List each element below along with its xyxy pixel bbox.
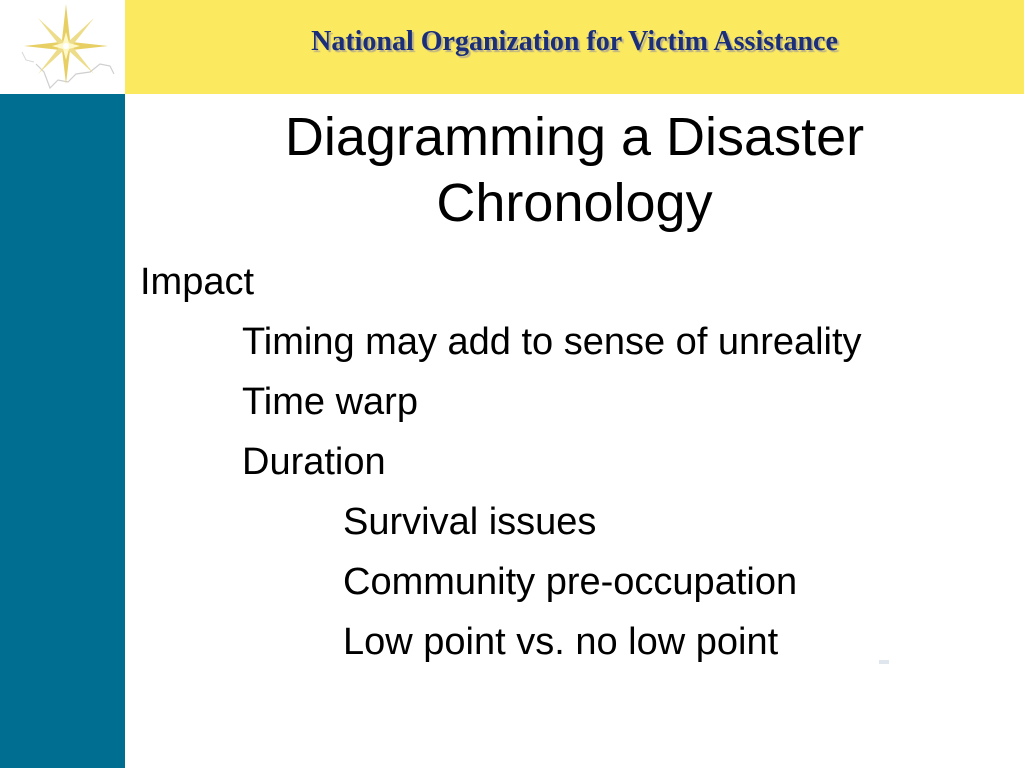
header-band (125, 0, 1024, 94)
bullet-item: Low point vs. no low point (343, 621, 779, 663)
left-sidebar-bar (0, 94, 125, 768)
bullet-item: Impact (140, 261, 255, 303)
logo-area (0, 0, 125, 94)
slide-title-line-1: Diagramming a Disaster (284, 107, 865, 167)
bullet-item: Community pre-occupation (343, 561, 798, 603)
bullet-item: Time warp (242, 381, 418, 423)
decorative-mark (879, 660, 889, 664)
slide-title-line-2: Chronology (436, 173, 713, 233)
bullet-item: Duration (242, 441, 386, 483)
compass-star-icon (6, 2, 118, 92)
organization-name: National Organization for Victim Assistance (311, 26, 838, 57)
bullet-item: Survival issues (343, 501, 597, 543)
slide-title (125, 104, 1024, 236)
bullet-item: Timing may add to sense of unreality (242, 321, 862, 363)
